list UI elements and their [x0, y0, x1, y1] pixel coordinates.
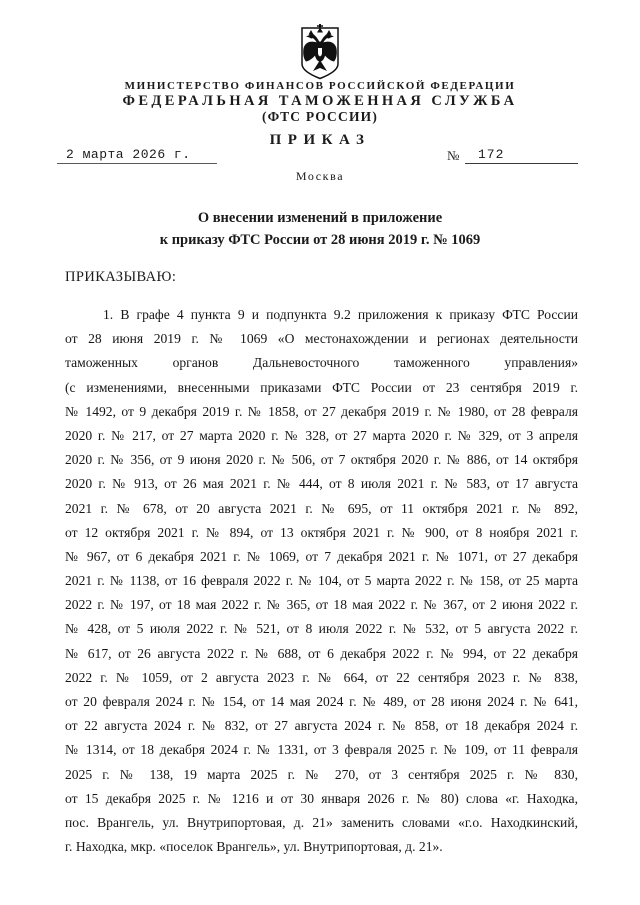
agency-short-name: (ФТС РОССИИ): [261, 109, 379, 124]
ministry-name: МИНИСТЕРСТВО ФИНАНСОВ РОССИЙСКОЙ ФЕДЕРАЦИИ: [124, 80, 516, 92]
title-line-1: О внесении изменений в приложение: [197, 210, 443, 226]
paragraph-line: 2022 г. № 197, от 18 мая 2022 г. № 365, от 18 мая 2022 г. № 367, от 2 июня 2022 г.: [65, 597, 578, 613]
coat-of-arms-icon: [0, 23, 640, 81]
paragraph-line: 2020 г. № 913, от 26 мая 2021 г. № 444, от 8 июля 2021 г. № 583, от 17 августа: [65, 476, 578, 492]
paragraph-line: № 1492, от 9 декабря 2019 г. № 1858, от 27 декабря 2019 г. № 1980, от 28 февраля: [65, 403, 578, 419]
agency-name: ФЕДЕРАЛЬНАЯ ТАМОЖЕННАЯ СЛУЖБА: [122, 93, 518, 109]
paragraph-line: 2021 г. № 678, от 20 августа 2021 г. № 695, от 11 октября 2021 г. № 892,: [65, 500, 578, 516]
date-number-row: [0, 147, 640, 167]
paragraph-line: 2020 г. № 356, от 9 июня 2020 г. № 506, от 7 октября 2020 г. № 886, от 14 октября: [65, 452, 578, 468]
paragraph-line: от 15 декабря 2025 г. № 1216 и от 30 января 2026 г. № 80) слова «г. Находка,: [65, 790, 578, 806]
paragraph-line: 2020 г. № 217, от 27 марта 2020 г. № 328, от 27 марта 2020 г. № 329, от 3 апреля: [65, 427, 578, 443]
paragraph-line: 2021 г. № 1138, от 16 февраля 2022 г. № 104, от 5 марта 2022 г. № 158, от 25 марта: [65, 573, 578, 589]
issue-city: Москва: [295, 169, 345, 183]
document-title: [0, 207, 640, 251]
paragraph-line: № 967, от 6 декабря 2021 г. № 1069, от 7 декабря 2021 г. № 1071, от 27 декабря: [65, 548, 578, 564]
paragraph-line: г. Находка, мкр. «поселок Врангель», ул. Внутрипортовая, д. 21».: [65, 839, 443, 855]
document-number: 172: [465, 147, 578, 164]
paragraph-line: № 1314, от 18 декабря 2024 г. № 1331, от 3 февраля 2025 г. № 109, от 11 февраля: [65, 742, 578, 758]
paragraph-line: № 617, от 26 августа 2022 г. № 688, от 6 декабря 2022 г. № 994, от 22 декабря: [65, 645, 578, 661]
paragraph-line: 1. В графе 4 пункта 9 и подпункта 9.2 приложения к приказу ФТС России: [103, 307, 578, 322]
paragraph-line: 2022 г. № 1059, от 2 августа 2023 г. № 664, от 22 сентября 2023 г. № 838,: [65, 669, 578, 685]
paragraph-line: 2025 г. № 138, 19 марта 2025 г. № 270, от 3 сентября 2025 г. № 830,: [65, 766, 578, 782]
paragraph-line: от 22 августа 2024 г. № 832, от 27 августа 2024 г. № 858, от 18 декабря 2024 г.: [65, 718, 578, 734]
paragraph-line: пос. Врангель, ул. Внутрипортовая, д. 21» заменить словами «г.о. Находкинский,: [65, 814, 578, 830]
paragraph-line: № 428, от 5 июля 2022 г. № 521, от 8 июля 2022 г. № 532, от 5 августа 2022 г.: [65, 621, 578, 637]
paragraph-line: от 28 июня 2019 г. № 1069 «О местонахождении и регионах деятельности: [65, 331, 578, 347]
document-type: ПРИКАЗ: [269, 132, 371, 148]
title-line-2: к приказу ФТС России от 28 июня 2019 г. № 1069: [159, 232, 481, 248]
paragraph-line: таможенных органов Дальневосточного таможенного управления»: [65, 355, 578, 371]
order-paragraph: [65, 303, 578, 859]
paragraph-line: от 20 февраля 2024 г. № 154, от 14 мая 2024 г. № 489, от 28 июня 2024 г. № 641,: [65, 694, 578, 709]
document-date: 2 марта 2026 г.: [57, 147, 217, 164]
paragraph-line: от 12 октября 2021 г. № 894, от 13 октября 2021 г. № 900, от 8 ноября 2021 г.: [65, 524, 578, 540]
number-sign: №: [447, 148, 460, 163]
paragraph-line: (с изменениями, внесенными приказами ФТС России от 23 сентября 2019 г.: [65, 379, 578, 395]
order-lead: ПРИКАЗЫВАЮ:: [65, 269, 177, 285]
